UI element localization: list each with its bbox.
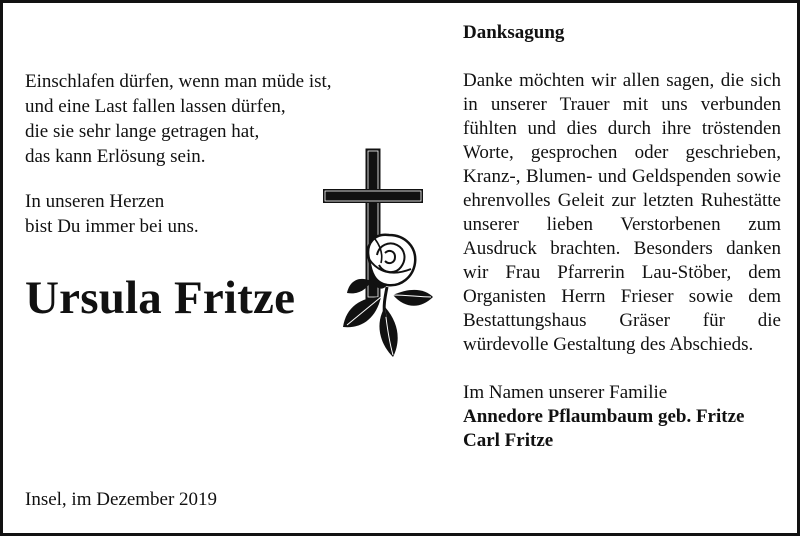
poem-line: die sie sehr lange getragen hat,	[25, 121, 260, 142]
signature-name: Carl Fritze	[463, 430, 554, 451]
signature-name: Annedore Pflaumbaum geb. Fritze	[463, 406, 745, 427]
signature-block	[463, 381, 781, 453]
poem-line: und eine Last fallen lassen dürfen,	[25, 96, 286, 117]
remembrance-line: bist Du immer bei uns.	[25, 216, 199, 237]
remembrance-line: In unseren Herzen	[25, 191, 165, 212]
poem-line: Einschlafen dürfen, wenn man müde ist,	[25, 71, 332, 92]
place-date: Insel, im Dezember 2019	[25, 489, 218, 510]
thanks-heading: Danksagung	[463, 22, 565, 43]
poem-line: das kann Erlösung sein.	[25, 146, 206, 167]
deceased-name: Ursula Fritze	[25, 272, 296, 324]
signature-intro: Im Namen unserer Familie	[463, 382, 668, 403]
right-column	[463, 21, 781, 453]
thanks-body: Danke möchten wir allen sagen, die sich in unserer Trauer mit uns verbunden fühlten und dies durch ihre tröstenden Worte, gesprochen oder geschrieben, Kranz-, Blumen- und Geldspenden sowie ehrenvolles Geleit zur letzten Ruhestätte unserer lieben Verstorbenen zum Ausdruck brachten. Besonders danken wir Frau Pfarrerin Lau-Stöber, dem Organisten Herrn Frieser sowie dem Bestattungshaus Gräser für die würdevolle Gestaltung des Abschieds.	[463, 70, 781, 355]
cross-with-rose-icon	[321, 147, 437, 363]
